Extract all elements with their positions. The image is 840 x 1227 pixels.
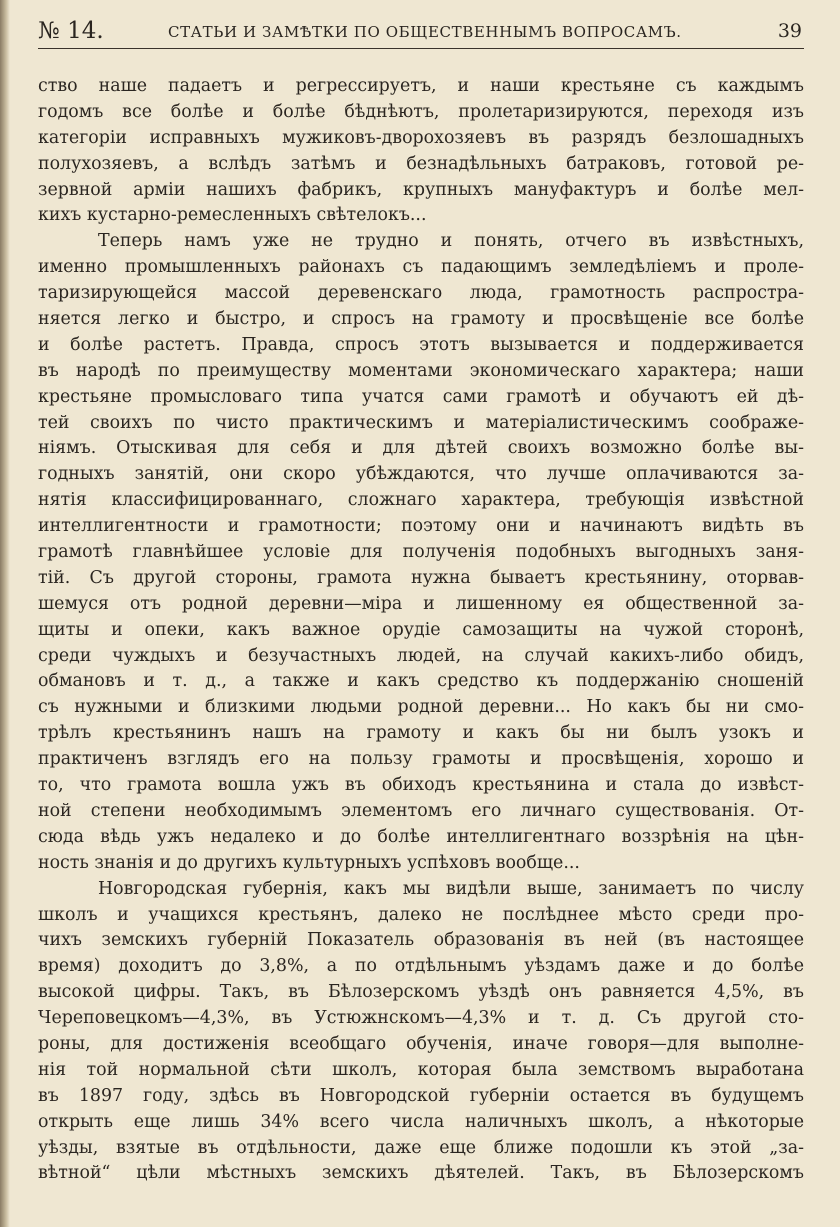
text-line: съ нужными и близкими людьми родной деревни... Но какъ бы ни смо-: [38, 697, 804, 718]
text-line: въ 1897 году, здѣсь въ Новгородской губерніи остается въ будущемъ: [38, 1085, 804, 1106]
text-line: Теперь намъ уже не трудно и понять, отчего въ извѣстныхъ,: [98, 231, 804, 252]
text-line: ной степени необходимымъ элементомъ его личнаго существованія. От-: [38, 800, 804, 821]
text-line: няется легко и быстро, и спросъ на грамоту и просвѣщеніе все болѣе: [38, 309, 804, 330]
text-line: кихъ кустарно-ремесленныхъ свѣтелокъ...: [38, 205, 427, 226]
text-line: сюда вѣдь ужъ недалеко и до болѣе интеллигентнаго воззрѣнія на цѣн-: [38, 826, 804, 847]
text-line: грамотѣ главнѣйшее условіе для полученія подобныхъ выгодныхъ заня-: [38, 542, 804, 563]
text-line: высокой цифры. Такъ, въ Бѣлозерскомъ уѣздѣ онъ равняется 4,5%, въ: [38, 982, 804, 1003]
text-line: въ народѣ по преимуществу моментами экономическаго характера; наши: [38, 360, 804, 381]
text-line: щиты и опеки, какъ важное орудіе самозащиты на чужой сторонѣ,: [38, 619, 804, 640]
running-header: [38, 18, 804, 46]
text-line: таризирующейся массой деревенскаго люда, грамотность распростра-: [38, 283, 804, 304]
text-line: Новгородская губернія, какъ мы видѣли выше, занимаетъ по числу: [98, 878, 804, 899]
text-line: крестьяне промысловаго типа учатся сами грамотѣ и обучаютъ ей дѣ-: [38, 386, 804, 407]
text-line: и болѣе растетъ. Правда, спросъ этотъ вызывается и поддерживается: [38, 334, 804, 355]
text-line: ніямъ. Отыскивая для себя и для дѣтей своихъ возможно болѣе вы-: [38, 438, 804, 459]
text-line: категоріи исправныхъ мужиковъ-дворохозяевъ въ разрядъ безлошадныхъ: [38, 127, 804, 148]
header-rule: [38, 48, 804, 49]
text-line: уѣзды, взятые въ отдѣльности, даже еще ближе подошли къ этой „за-: [38, 1137, 804, 1158]
text-line: полухозяевъ, а вслѣдъ затѣмъ и безнадѣльныхъ батраковъ, готовой ре-: [38, 153, 804, 174]
text-line: зервной арміи нашихъ фабрикъ, крупныхъ мануфактуръ и болѣе мел-: [38, 179, 804, 200]
text-line: годомъ все болѣе и болѣе бѣднѣютъ, пролетаризируются, переходя изъ: [38, 101, 804, 122]
section-title: СТАТЬИ И ЗАМѢТКИ ПО ОБЩЕСТВЕННЫМЪ ВОПРОСАМЪ.: [168, 23, 682, 41]
text-line: вѣтной“ цѣли мѣстныхъ земскихъ дѣятелей. Такъ, въ Бѣлозерскомъ: [38, 1163, 804, 1184]
text-line: нія той нормальной сѣти школъ, которая была земствомъ выработана: [38, 1059, 804, 1080]
text-line: школъ и учащихся крестьянъ, далеко не послѣднее мѣсто среди про-: [38, 904, 804, 925]
text-line: чихъ земскихъ губерній Показатель образованія въ ней (въ настоящее: [38, 930, 804, 951]
body-text: [38, 74, 804, 1187]
text-line: среди чуждыхъ и безучастныхъ людей, на случай какихъ-либо обидъ,: [38, 645, 804, 666]
text-line: Череповецкомъ—4,3%, въ Устюжнскомъ—4,3% и т. д. Съ другой сто-: [38, 1008, 804, 1029]
text-line: годныхъ занятій, они скоро убѣждаются, что лучше оплачиваются за-: [38, 464, 804, 485]
text-line: то, что грамота вошла ужъ въ обиходъ крестьянина и стала до извѣст-: [38, 775, 804, 796]
text-line: ность знанія и до другихъ культурныхъ успѣховъ вообще...: [38, 852, 580, 873]
issue-number: № 14.: [38, 18, 104, 44]
text-line: шемуся отъ родной деревни—міра и лишенному ея общественной за-: [38, 593, 804, 614]
text-line: тій. Съ другой стороны, грамота нужна бываетъ крестьянину, оторвав-: [38, 567, 804, 588]
text-line: роны, для достиженія всеобщаго обученія, иначе говоря—для выполне-: [38, 1033, 804, 1054]
text-line: нятія классифицированнаго, сложнаго характера, требующія извѣстной: [38, 490, 804, 511]
text-line: тей своихъ по чисто практическимъ и матеріалистическимъ соображе-: [38, 412, 804, 433]
text-line: ство наше падаетъ и регрессируетъ, и наши крестьяне съ каждымъ: [38, 76, 804, 96]
text-line: именно промышленныхъ районахъ съ падающимъ земледѣліемъ и проле-: [38, 257, 804, 278]
text-line: практиченъ взглядъ его на пользу грамоты и просвѣщенія, хорошо и: [38, 749, 804, 770]
page-binding-edge: [0, 0, 10, 1227]
text-line: открыть еще лишь 34% всего числа наличныхъ школъ, а нѣкоторые: [38, 1111, 804, 1132]
text-line: обмановъ и т. д., а также и какъ средство къ поддержанію сношеній: [38, 671, 804, 692]
text-line: интеллигентности и грамотности; поэтому они и начинаютъ видѣть въ: [38, 516, 804, 537]
text-line: время) доходитъ до 3,8%, а по отдѣльнымъ уѣздамъ даже и до болѣе: [38, 956, 804, 977]
page-number: 39: [777, 20, 802, 42]
text-line: трѣлъ крестьянинъ нашъ на грамоту и какъ бы ни былъ узокъ и: [38, 723, 804, 744]
